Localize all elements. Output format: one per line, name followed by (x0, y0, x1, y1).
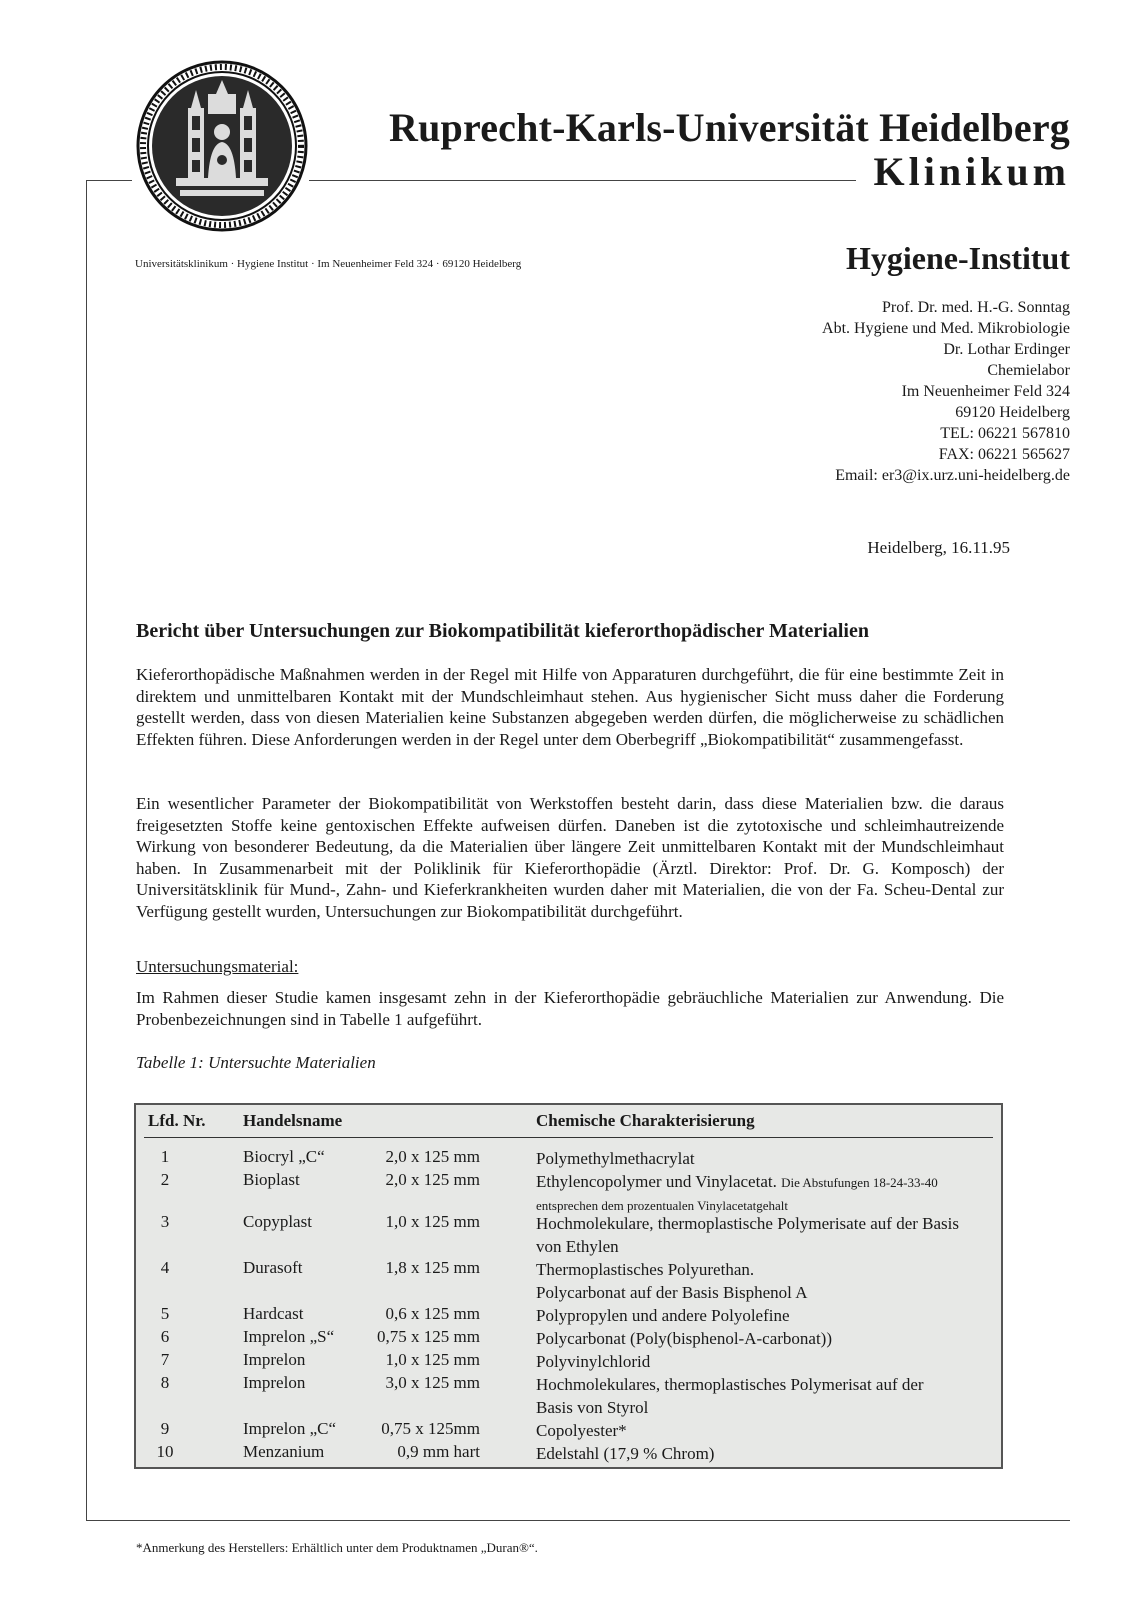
table-header-rule (144, 1137, 993, 1138)
row-chem: Polymethylmethacrylat (536, 1149, 695, 1168)
row-name: Durasoft (243, 1258, 303, 1277)
contact-line: TEL: 06221 567810 (940, 425, 1070, 442)
row-name: Imprelon „C“ (243, 1419, 336, 1438)
row-chem: Polycarbonat (Poly(bisphenol-A-carbonat)) (536, 1329, 832, 1348)
row-chem: Polypropylen und andere Polyolefine (536, 1306, 790, 1325)
contact-block (822, 297, 1070, 486)
contact-line: FAX: 06221 565627 (938, 446, 1070, 463)
university-seal-icon (136, 60, 308, 232)
row-chem: Polyvinylchlorid (536, 1352, 651, 1371)
row-chem (536, 1170, 976, 1216)
row-size: 2,0 x 125 mm (385, 1170, 480, 1189)
letter-date: Heidelberg, 16.11.95 (867, 538, 1010, 557)
row-name: Hardcast (243, 1304, 304, 1323)
institute-name: Hygiene-Institut (846, 240, 1070, 276)
contact-email: Email: er3@ix.urz.uni-heidelberg.de (835, 467, 1070, 484)
table-header-nr: Lfd. Nr. (148, 1111, 206, 1130)
row-note: Die Abstufungen 18-24-33-40 entsprechen dem prozentualen Vinylacetatgehalt (536, 1175, 938, 1213)
row-size: 1,0 x 125 mm (385, 1350, 480, 1369)
row-chem: Copolyester* (536, 1421, 627, 1440)
contact-line: Chemielabor (987, 362, 1070, 379)
row-size: 1,0 x 125 mm (385, 1212, 480, 1231)
row-nr: 4 (160, 1258, 170, 1277)
row-nr: 1 (160, 1147, 170, 1166)
footnote: *Anmerkung des Herstellers: Erhältlich unter dem Produktnamen „Duran®“. (136, 1540, 538, 1555)
row-chem: Hochmolekulare, thermoplastische Polymerisate auf der Basis von Ethylen (536, 1214, 959, 1256)
paragraph: Ein wesentlicher Parameter der Biokompatibilität von Werkstoffen besteht darin, dass diese Materialien bzw. die daraus freigesetzten Stoffe keine gentoxischen Effekte aufweisen dürfen. Daneben ist die zytotoxische und schleimhautreizende Wirkung von besonderer Bedeutung, da die Materialien über längere Zeit unmittelbaren Kontakt mit der Mundschleimhaut haben. In Zusammenarbeit mit der Poliklinik für Kieferorthopädie (Ärztl. Direktor: Prof. Dr. G. Komposch) der Universitätsklinik für Mund-, Zahn- und Kieferkrankheiten wurden daher mit Materialien, die von der Fa. Scheu-Dental zur Verfügung gestellt wurden, Untersuchungen zur Biokompatibilität durchgeführt. (136, 794, 1004, 921)
section-heading: Untersuchungsmaterial: (136, 957, 299, 976)
top-frame-line-left (86, 180, 132, 181)
row-nr: 9 (160, 1419, 170, 1438)
row-name: Biocryl „C“ (243, 1147, 325, 1166)
row-size: 3,0 x 125 mm (385, 1373, 480, 1392)
row-nr: 3 (160, 1212, 170, 1231)
row-nr: 10 (156, 1442, 174, 1461)
clinic-name: Klinikum (873, 149, 1070, 194)
row-chem: Thermoplastisches Polyurethan. Polycarbonat auf der Basis Bisphenol A (536, 1260, 808, 1302)
contact-line: Dr. Lothar Erdinger (943, 341, 1070, 358)
contact-line: Im Neuenheimer Feld 324 (901, 383, 1070, 400)
top-frame-line-right (309, 180, 856, 181)
table-header-chem: Chemische Charakterisierung (536, 1111, 755, 1130)
sender-address-line: Universitätsklinikum · Hygiene Institut · Im Neuenheimer Feld 324 · 69120 Heidelberg (135, 258, 522, 270)
row-size: 1,8 x 125 mm (385, 1258, 480, 1277)
table-header-name: Handelsname (243, 1111, 343, 1130)
row-size: 0,75 x 125mm (381, 1419, 480, 1438)
table-caption: Tabelle 1: Untersuchte Materialien (136, 1053, 376, 1072)
university-name: Ruprecht-Karls-Universität Heidelberg (389, 105, 1070, 150)
row-size: 2,0 x 125 mm (385, 1147, 480, 1166)
row-nr: 2 (160, 1170, 170, 1189)
bottom-frame-line (86, 1520, 1070, 1521)
row-nr: 6 (160, 1327, 170, 1346)
row-size: 0,9 mm hart (397, 1442, 480, 1461)
contact-line: Prof. Dr. med. H.-G. Sonntag (882, 299, 1070, 316)
row-size: 0,75 x 125 mm (377, 1327, 480, 1346)
row-nr: 5 (160, 1304, 170, 1323)
left-frame-line (86, 180, 87, 1520)
contact-line: Abt. Hygiene und Med. Mikrobiologie (822, 320, 1070, 337)
row-name: Menzanium (243, 1442, 325, 1461)
row-name: Imprelon „S“ (243, 1327, 335, 1346)
row-name: Copyplast (243, 1212, 312, 1231)
row-nr: 7 (160, 1350, 170, 1369)
row-nr: 8 (160, 1373, 170, 1392)
row-name: Imprelon (243, 1350, 306, 1369)
row-chem: Edelstahl (17,9 % Chrom) (536, 1444, 715, 1463)
contact-line: 69120 Heidelberg (955, 404, 1070, 421)
paragraph: Kieferorthopädische Maßnahmen werden in der Regel mit Hilfe von Apparaturen durchgeführt, die für eine bestimmte Zeit in direktem und unmittelbaren Kontakt mit der Mundschleimhaut stehen. Aus hygienischer Sicht muss daher die Forderung gestellt werden, dass von diesen Materialien keine Substanzen abgegeben werden dürfen, die möglicherweise zu schädlichen Effekten führen. Diese Anforderungen werden in der Regel unter dem Oberbegriff „Biokompatibilität“ zusammengefasst. (136, 665, 1004, 749)
row-name: Imprelon (243, 1373, 306, 1392)
row-chem-text: Ethylencopolymer und Vinylacetat. (536, 1172, 777, 1191)
row-name: Bioplast (243, 1170, 300, 1189)
report-title: Bericht über Untersuchungen zur Biokompatibilität kieferorthopädischer Materialien (136, 620, 869, 642)
paragraph: Im Rahmen dieser Studie kamen insgesamt zehn in der Kieferorthopädie gebräuchliche Materialien zur Anwendung. Die Probenbezeichnungen sind in Tabelle 1 aufgeführt. (136, 988, 1004, 1029)
row-size: 0,6 x 125 mm (385, 1304, 480, 1323)
row-chem: Hochmolekulares, thermoplastisches Polymerisat auf der Basis von Styrol (536, 1375, 924, 1417)
